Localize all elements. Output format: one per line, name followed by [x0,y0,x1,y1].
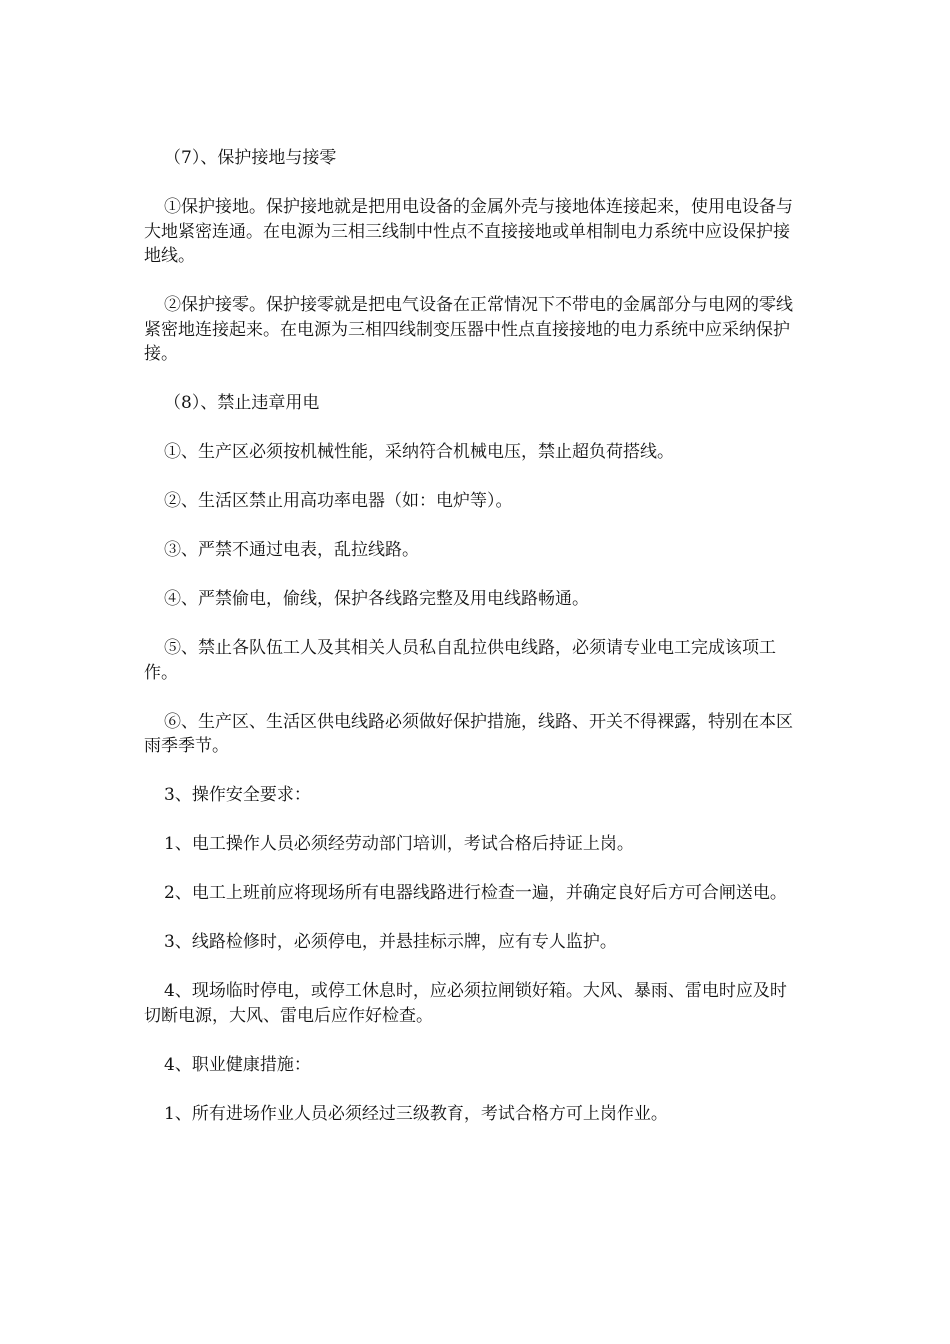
document-body [144,146,794,1151]
list-item-4: ④、严禁偷电，偷线，保护各线路完整及用电线路畅通。 [164,589,589,609]
list-item-1: ①、生产区必须按机械性能，采纳符合机械电压，禁止超负荷搭线。 [164,442,674,462]
list-item-6: ⑥、生产区、生活区供电线路必须做好保护措施，线路、开关不得裸露，特别在本区雨季季节。 [144,711,793,756]
list-item-2: ②、生活区禁止用高功率电器（如：电炉等）。 [164,491,513,511]
safety-item-1: 1、电工操作人员必须经劳动部门培训，考试合格后持证上岗。 [164,834,634,854]
section-heading-7: （7）、保护接地与接零 [164,148,337,168]
safety-item-3: 3、线路检修时，必须停电，并悬挂标示牌，应有专人监护。 [164,932,617,952]
safety-item-4: 4、现场临时停电，或停工休息时，应必须拉闸锁好箱。大风、暴雨、雷电时应及时切断电源，大风、雷电后应作好检查。 [144,981,787,1026]
section-heading-occupational-health: 4、职业健康措施： [164,1054,311,1075]
list-item-3: ③、严禁不通过电表，乱拉线路。 [164,540,419,560]
safety-item-2: 2、电工上班前应将现场所有电器线路进行检查一遍，并确定良好后方可合闸送电。 [164,883,787,903]
paragraph-protective-neutral: ②保护接零。保护接零就是把电气设备在正常情况下不带电的金属部分与电网的零线紧密地连接起来。在电源为三相四线制变压器中性点直接接地的电力系统中应采纳保护接。 [144,295,793,364]
health-item-1: 1、所有进场作业人员必须经过三级教育，考试合格方可上岗作业。 [164,1103,668,1124]
section-heading-operation-safety: 3、操作安全要求： [164,785,311,805]
list-item-5: ⑤、禁止各队伍工人及其相关人员私自乱拉供电线路，必须请专业电工完成该项工作。 [144,638,776,683]
paragraph-protective-grounding: ①保护接地。保护接地就是把用电设备的金属外壳与接地体连接起来，使用电设备与大地紧密连通。在电源为三相三线制中性点不直接接地或单相制电力系统中应设保护接地线。 [144,197,793,266]
section-heading-8: （8）、禁止违章用电 [164,393,320,413]
